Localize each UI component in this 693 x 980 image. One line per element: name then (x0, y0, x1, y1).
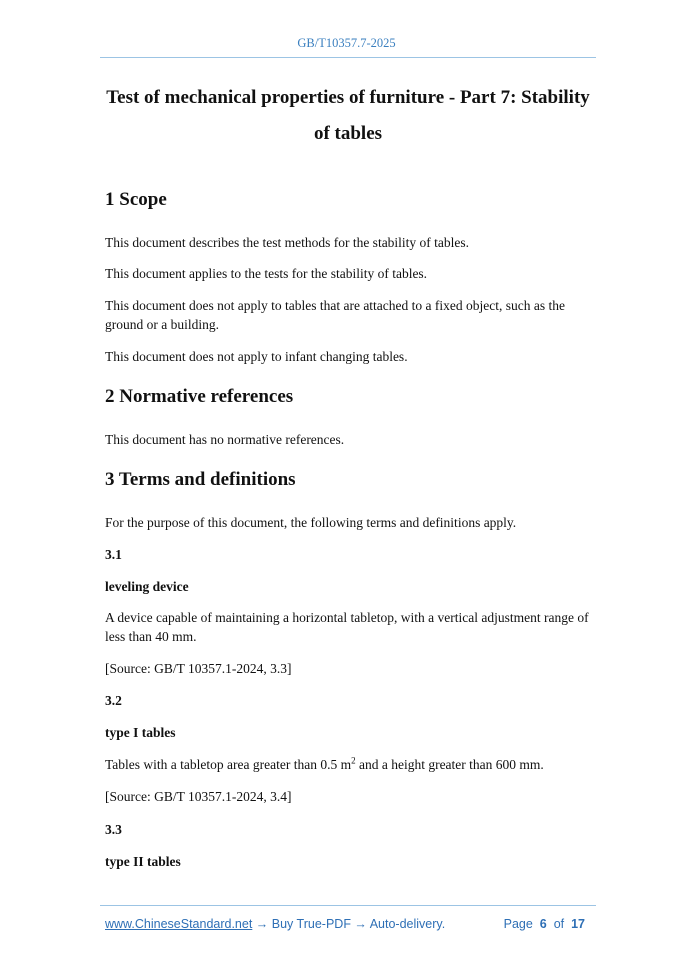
arrow-icon: → (252, 917, 272, 931)
arrow-icon: → (350, 917, 370, 931)
superscript: 2 (351, 755, 356, 766)
header-divider (100, 57, 596, 58)
page-indicator: Page 6 of 17 (503, 917, 585, 931)
footer-divider (100, 905, 596, 906)
title-line-2: of tables (313, 123, 383, 144)
section-heading-normative-references: 2 Normative references (105, 386, 294, 407)
total-pages: 17 (571, 917, 585, 931)
term-number: 3.2 (105, 693, 122, 708)
footer (105, 917, 585, 931)
term-source: [Source: GB/T 10357.1-2024, 3.3] (105, 661, 292, 676)
title-line-1: Test of mechanical properties of furniture - Part 7: Stability (106, 87, 590, 108)
term-number: 3.1 (105, 547, 122, 562)
document-title (100, 80, 596, 152)
website-link[interactable]: www.ChineseStandard.net (105, 917, 253, 931)
scope-paragraph: This document describes the test methods for the stability of tables. (105, 235, 470, 250)
auto-delivery-text: Auto-delivery. (369, 917, 446, 931)
term-name: leveling device (105, 579, 189, 594)
current-page: 6 (539, 917, 547, 931)
scope-paragraph: This document does not apply to infant changing tables. (105, 349, 408, 364)
term-number: 3.3 (105, 822, 122, 837)
term-source: [Source: GB/T 10357.1-2024, 3.4] (105, 789, 292, 804)
term-definition: A device capable of maintaining a horizontal tabletop, with a vertical adjustment range of less than 40 mm. (105, 610, 589, 644)
normative-paragraph: This document has no normative references. (105, 432, 345, 447)
term-definition: Tables with a tabletop area greater than 0.5 $m^2$ and a height greater than 600 mm. (105, 755, 544, 772)
standard-code: GB/T10357.7-2025 (297, 36, 396, 50)
scope-paragraph: This document does not apply to tables that are attached to a fixed object, such as the ground or a building. (105, 298, 565, 332)
buy-pdf-link[interactable]: Buy True-PDF (271, 917, 351, 931)
scope-paragraph: This document applies to the tests for the stability of tables. (105, 266, 428, 281)
section-heading-scope: 1 Scope (105, 189, 167, 210)
term-name: type II tables (105, 854, 181, 869)
terms-intro: For the purpose of this document, the following terms and definitions apply. (105, 515, 517, 530)
term-name: type I tables (105, 725, 176, 740)
section-heading-terms: 3 Terms and definitions (105, 469, 296, 490)
